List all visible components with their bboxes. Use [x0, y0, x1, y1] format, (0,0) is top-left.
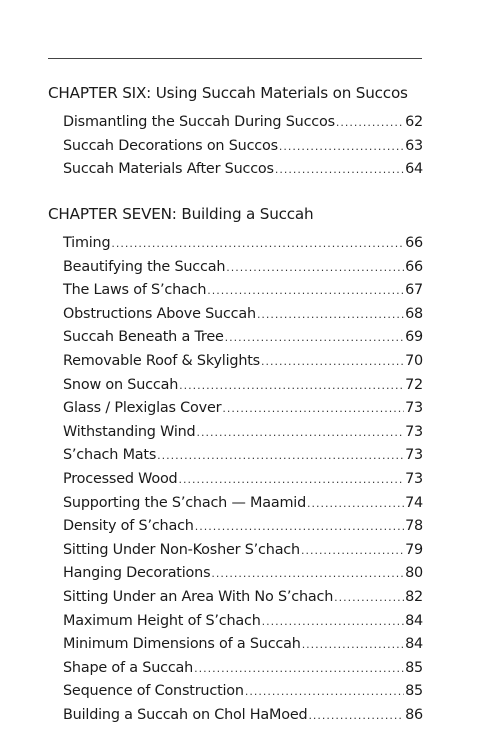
toc-entry-page: 80	[405, 565, 423, 582]
toc-entry	[63, 161, 423, 185]
dot-leader	[261, 355, 404, 368]
toc-entry-page: 85	[405, 683, 423, 700]
dot-leader	[307, 497, 404, 510]
toc-entry-title: Withstanding Wind	[63, 423, 196, 440]
toc-entry-title: Beautifying the Succah	[63, 258, 226, 275]
toc-entry-title: Supporting the S’chach — Maamid	[63, 494, 307, 511]
dot-leader	[207, 284, 404, 297]
toc-entry-title: Density of S’chach	[63, 518, 194, 535]
toc-entry	[63, 400, 423, 424]
toc-entry-page: 79	[405, 541, 423, 558]
toc-entry-page: 70	[405, 352, 423, 369]
dot-leader	[334, 591, 404, 604]
toc-entry	[63, 613, 423, 637]
dot-leader	[111, 237, 404, 250]
dot-leader	[279, 140, 404, 153]
dot-leader	[157, 449, 404, 462]
toc-entry-title: S’chach Mats	[63, 447, 157, 464]
dot-leader	[226, 261, 404, 274]
toc-entry	[63, 138, 423, 162]
toc-entry	[63, 589, 423, 613]
toc-entry-page: 68	[405, 305, 423, 322]
toc-entry-page: 62	[405, 114, 423, 130]
toc-entry-title: Shape of a Succah	[63, 659, 194, 676]
toc-entry	[63, 424, 423, 448]
toc-entry	[63, 565, 423, 589]
toc-entry-title: Succah Materials After Succos	[63, 161, 274, 178]
toc-entry	[63, 235, 423, 259]
toc-entry-page: 72	[405, 376, 423, 393]
toc-entry-page: 64	[405, 161, 423, 178]
toc-entry	[63, 282, 423, 306]
chapter-six-heading	[48, 84, 408, 102]
toc-entry-title: Obstructions Above Succah	[63, 305, 256, 322]
toc-entry-title: Dismantling the Succah During Succos	[63, 114, 335, 130]
toc-entry-title: Sequence of Construction	[63, 683, 244, 700]
chapter-seven-entries	[63, 235, 423, 730]
toc-entry	[63, 518, 423, 542]
toc-entry-page: 84	[405, 612, 423, 629]
toc-entry	[63, 353, 423, 377]
toc-entry-page: 74	[405, 494, 423, 511]
toc-entry	[63, 660, 423, 684]
dot-leader	[257, 308, 404, 321]
toc-entry-title: Hanging Decorations	[63, 565, 211, 582]
toc-entry	[63, 636, 423, 660]
toc-entry	[63, 707, 423, 731]
toc-entry-page: 86	[405, 706, 423, 723]
toc-entry-title: The Laws of S’chach	[63, 282, 207, 299]
toc-entry	[63, 471, 423, 495]
dot-leader	[245, 685, 404, 698]
toc-entry-page: 73	[405, 470, 423, 487]
dot-leader	[225, 331, 404, 344]
chapter-seven-title: Building a Succah	[181, 205, 314, 223]
toc-entry-page: 69	[405, 329, 423, 346]
header-rule	[48, 58, 422, 59]
dot-leader	[308, 709, 404, 722]
toc-entry-page: 67	[405, 282, 423, 299]
toc-entry-page: 73	[405, 400, 423, 417]
toc-entry-title: Removable Roof & Skylights	[63, 352, 260, 369]
dot-leader	[262, 615, 404, 628]
chapter-six-label: CHAPTER SIX:	[48, 84, 152, 102]
toc-entry-title: Snow on Succah	[63, 376, 179, 393]
toc-entry-page: 73	[405, 447, 423, 464]
dot-leader	[222, 402, 404, 415]
chapter-seven-heading	[48, 205, 313, 223]
dot-leader	[211, 567, 404, 580]
toc-entry-title: Timing	[63, 235, 111, 251]
toc-entry-page: 63	[405, 137, 423, 154]
toc-entry-title: Processed Wood	[63, 470, 178, 487]
dot-leader	[179, 379, 404, 392]
toc-entry	[63, 542, 423, 566]
toc-entry-page: 78	[405, 518, 423, 535]
toc-entry-page: 85	[405, 659, 423, 676]
dot-leader	[275, 163, 404, 176]
toc-entry-title: Sitting Under Non-Kosher S’chach	[63, 541, 300, 558]
chapter-seven-label: CHAPTER SEVEN:	[48, 205, 177, 223]
toc-entry-page: 84	[405, 636, 423, 653]
toc-entry	[63, 114, 423, 138]
toc-entry	[63, 259, 423, 283]
toc-entry-page: 66	[405, 258, 423, 275]
toc-entry-page: 66	[405, 235, 423, 251]
dot-leader	[301, 544, 404, 557]
dot-leader	[194, 662, 404, 675]
dot-leader	[195, 520, 404, 533]
toc-entry-title: Glass / Plexiglas Cover	[63, 400, 222, 417]
toc-entry-title: Maximum Height of S’chach	[63, 612, 261, 629]
toc-entry	[63, 306, 423, 330]
dot-leader	[196, 426, 404, 439]
toc-entry-page: 73	[405, 423, 423, 440]
toc-entry-title: Sitting Under an Area With No S’chach	[63, 588, 334, 605]
toc-entry-title: Building a Succah on Chol HaMoed	[63, 706, 308, 723]
toc-entry	[63, 683, 423, 707]
chapter-six-title: Using Succah Materials on Succos	[155, 84, 408, 102]
dot-leader	[336, 116, 404, 129]
toc-entry-title: Succah Decorations on Succos	[63, 137, 278, 154]
dot-leader	[178, 473, 404, 486]
toc-entry	[63, 377, 423, 401]
toc-entry-title: Succah Beneath a Tree	[63, 329, 224, 346]
chapter-six-entries	[63, 114, 423, 185]
toc-entry	[63, 329, 423, 353]
toc-entry-title: Minimum Dimensions of a Succah	[63, 636, 301, 653]
toc-entry-page: 82	[405, 588, 423, 605]
dot-leader	[302, 638, 404, 651]
toc-entry	[63, 447, 423, 471]
toc-entry	[63, 495, 423, 519]
